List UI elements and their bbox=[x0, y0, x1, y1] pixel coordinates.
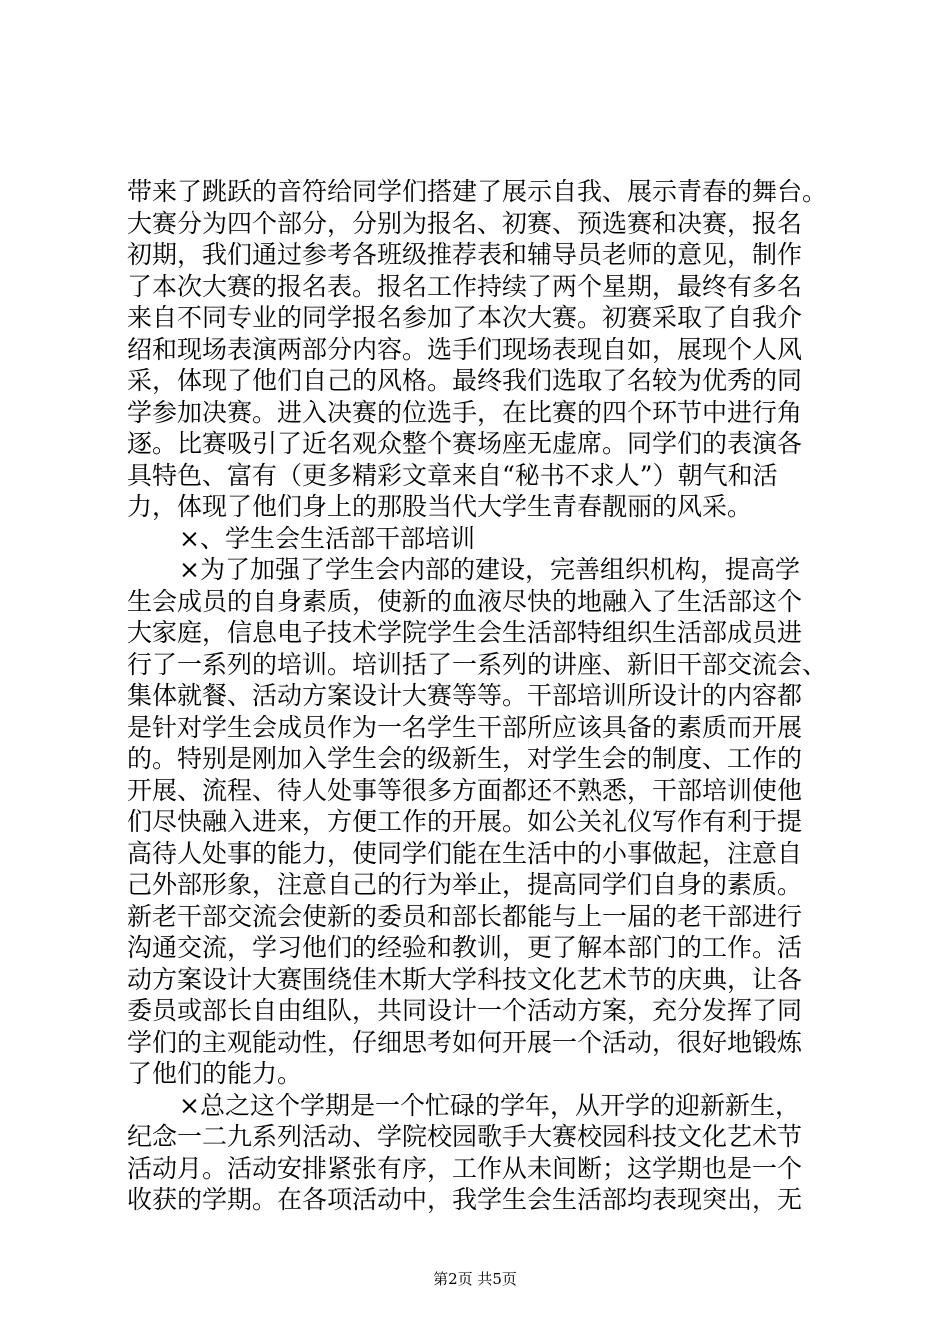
text-line: 集体就餐、活动方案设计大赛等等。干部培训所设计的内容都 bbox=[127, 681, 803, 710]
text-line: 动方案设计大赛围绕佳木斯大学科技文化艺术节的庆典，让各 bbox=[127, 964, 803, 994]
text-line: 力，体现了他们身上的那股当代大学生青春靓丽的风采。 bbox=[127, 492, 753, 521]
text-line: 的。特别是刚加入学生会的级新生，对学生会的制度、工作的 bbox=[127, 744, 803, 773]
text-line: 们尽快融入进来，方便工作的开展。如公关礼仪写作有利于提 bbox=[127, 807, 803, 836]
text-line: 高待人处事的能力，使同学们能在生活中的小事做起，注意自 bbox=[127, 838, 803, 868]
text-line: 新老干部交流会使新的委员和部长都能与上一届的老干部进行 bbox=[127, 901, 803, 931]
page-footer: 第2页 共5页 bbox=[433, 1270, 517, 1288]
text-line: 绍和现场表演两部分内容。选手们现场表现自如，展现个人风 bbox=[127, 334, 803, 364]
text-line: 大家庭，信息电子技术学院学生会生活部特组织生活部成员进 bbox=[127, 618, 803, 647]
text-line: ×、学生会生活部干部培训 bbox=[179, 523, 475, 553]
text-line: 初期，我们通过参考各班级推荐表和辅导员老师的意见，制作 bbox=[127, 240, 803, 269]
text-line: 了本次大赛的报名表。报名工作持续了两个星期，最终有多名 bbox=[127, 271, 803, 301]
text-line: 大赛分为四个部分，分别为报名、初赛、预选赛和决赛，报名 bbox=[127, 208, 803, 238]
text-line: 学们的主观能动性，仔细思考如何开展一个活动，很好地锻炼 bbox=[127, 1027, 803, 1057]
text-line: 沟通交流，学习他们的经验和教训，更了解本部门的工作。活 bbox=[127, 933, 803, 962]
text-line: 收获的学期。在各项活动中，我学生会生活部均表现突出，无 bbox=[127, 1185, 803, 1214]
text-line: 学参加决赛。进入决赛的位选手，在比赛的四个环节中进行角 bbox=[127, 397, 803, 427]
text-line: 逐。比赛吸引了近名观众整个赛场座无虚席。同学们的表演各 bbox=[127, 429, 803, 458]
text-line: 带来了跳跃的音符给同学们搭建了展示自我、展示青春的舞台。 bbox=[127, 177, 828, 206]
text-line: 了他们的能力。 bbox=[127, 1059, 303, 1088]
text-line: ×为了加强了学生会内部的建设，完善组织机构，提高学 bbox=[179, 555, 800, 584]
text-line: 活动月。活动安排紧张有序，工作从未间断；这学期也是一个 bbox=[127, 1153, 803, 1183]
text-line: 开展、流程、待人处事等很多方面都还不熟悉，干部培训使他 bbox=[127, 775, 803, 805]
text-line: 采，体现了他们自己的风格。最终我们选取了名较为优秀的同 bbox=[127, 366, 803, 395]
text-line: 委员或部长自由组队，共同设计一个活动方案，充分发挥了同 bbox=[127, 996, 803, 1025]
text-line: ×总之这个学期是一个忙碌的学年，从开学的迎新新生， bbox=[179, 1090, 800, 1120]
document-body bbox=[127, 176, 827, 1216]
text-line: 生会成员的自身素质，使新的血液尽快的地融入了生活部这个 bbox=[127, 586, 803, 616]
text-line: 纪念一二九系列活动、学院校园歌手大赛校园科技文化艺术节 bbox=[127, 1122, 803, 1151]
text-line: 己外部形象，注意自己的行为举止，提高同学们自身的素质。 bbox=[127, 870, 803, 899]
text-line: 是针对学生会成员作为一名学生干部所应该具备的素质而开展 bbox=[127, 712, 803, 742]
text-line: 行了一系列的培训。培训括了一系列的讲座、新旧干部交流会、 bbox=[127, 649, 828, 679]
text-line: 来自不同专业的同学报名参加了本次大赛。初赛采取了自我介 bbox=[127, 303, 803, 332]
text-line: 具特色、富有（更多精彩文章来自“秘书不求人”）朝气和活 bbox=[127, 460, 778, 490]
